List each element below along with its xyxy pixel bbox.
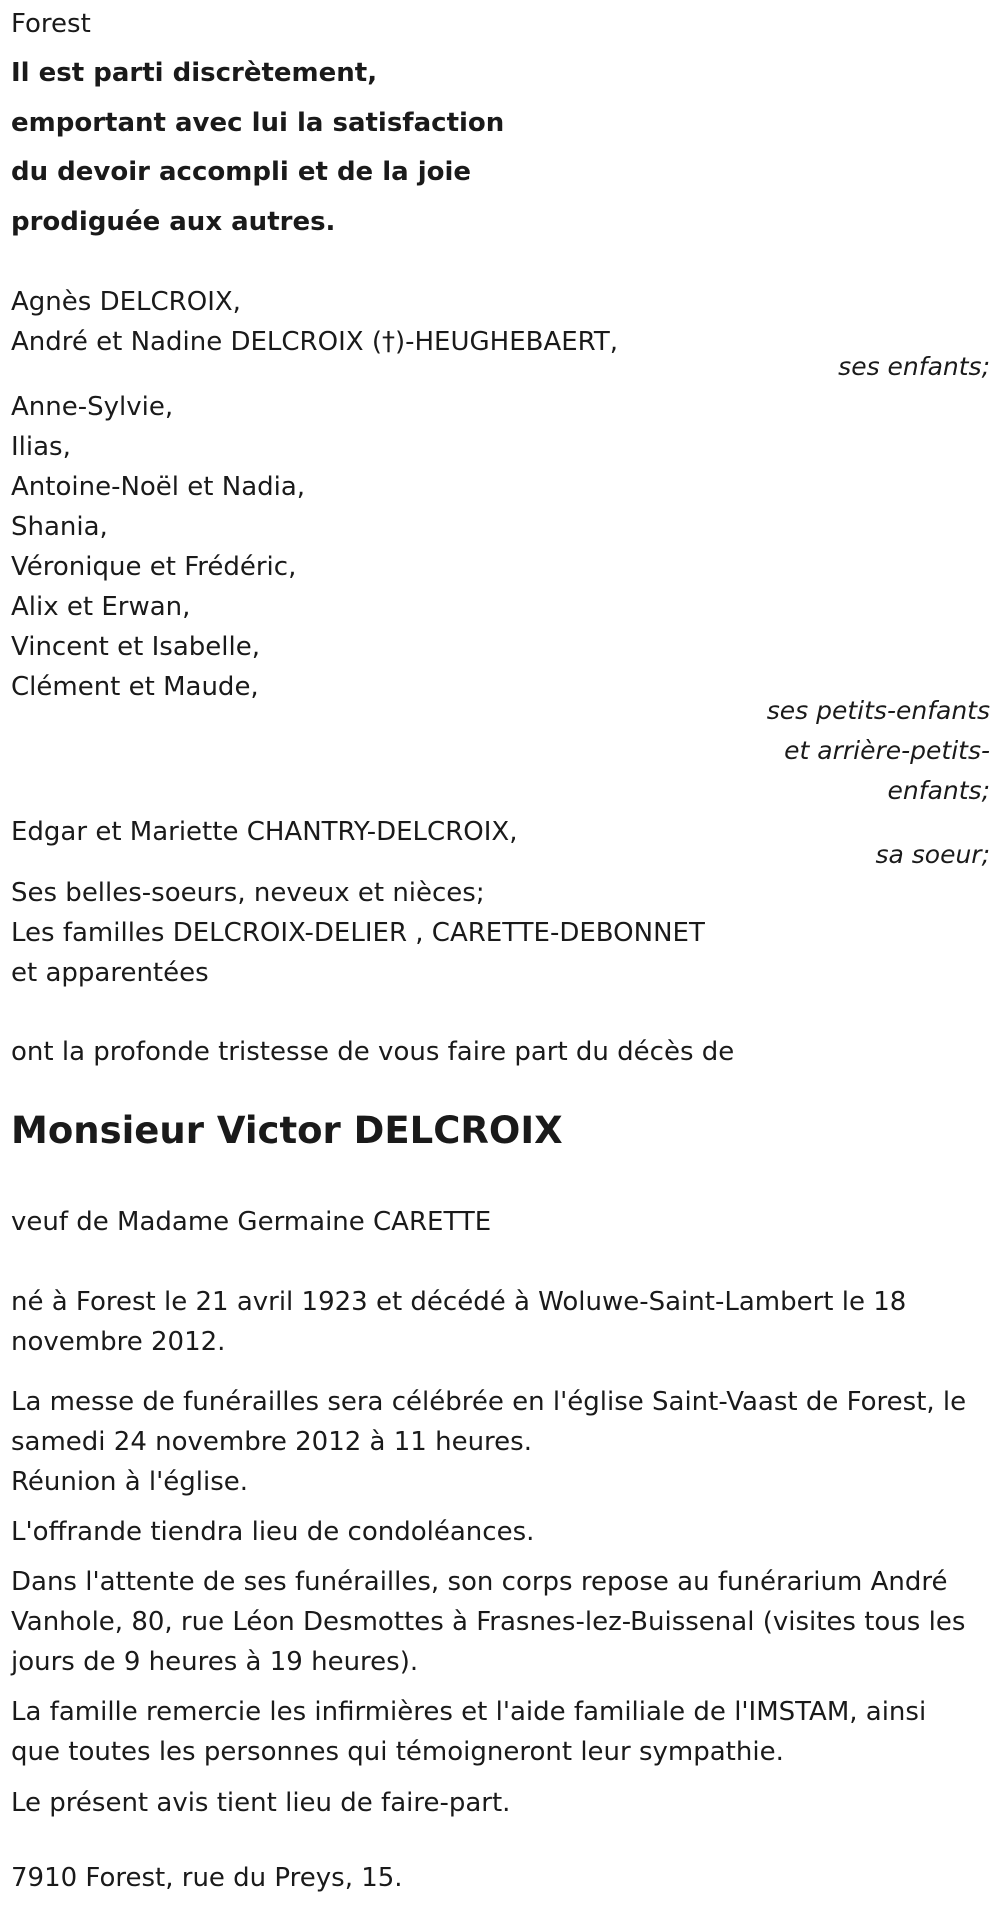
children-role: ses enfants; <box>838 352 990 381</box>
details-funeral-mass <box>11 1382 996 1462</box>
details-notice <box>11 1783 996 1823</box>
other-relatives-line-3: et apparentées <box>11 958 209 988</box>
child-name-2: André et Nadine DELCROIX (†)-HEUGHEBAERT, <box>11 327 618 357</box>
address: 7910 Forest, rue du Preys, 15. <box>11 1863 403 1893</box>
grandchild-name-2: Ilias, <box>11 432 71 462</box>
details-line: jours de 9 heures à 19 heures). <box>11 1647 419 1677</box>
grandchild-name-6: Alix et Erwan, <box>11 592 191 622</box>
grandchild-name-3: Antoine-Noël et Nadia, <box>11 472 306 502</box>
details-line: La famille remercie les infirmières et l'aide familiale de l'IMSTAM, ainsi <box>11 1697 927 1727</box>
details-line: Dans l'attente de ses funérailles, son corps repose au funérarium André <box>11 1567 948 1597</box>
details-line: Le présent avis tient lieu de faire-part. <box>11 1788 511 1818</box>
other-relatives-line-1: Ses belles-soeurs, neveux et nièces; <box>11 878 485 908</box>
grandchild-name-1: Anne-Sylvie, <box>11 392 174 422</box>
grandchild-name-8: Clément et Maude, <box>11 672 259 702</box>
sister-role: sa soeur; <box>875 840 990 869</box>
other-relatives-line-2: Les familles DELCROIX-DELIER , CARETTE-DEBONNET <box>11 918 705 948</box>
details-line: samedi 24 novembre 2012 à 11 heures. <box>11 1427 532 1457</box>
announcement-text: ont la profonde tristesse de vous faire part du décès de <box>11 1037 735 1067</box>
details-thanks <box>11 1692 996 1772</box>
widower-of: veuf de Madame Germaine CARETTE <box>11 1207 492 1237</box>
grandchild-name-7: Vincent et Isabelle, <box>11 632 260 662</box>
details-birth-death <box>11 1282 996 1362</box>
grandchild-name-5: Véronique et Frédéric, <box>11 552 297 582</box>
poem-line-2: emportant avec lui la satisfaction <box>11 108 505 138</box>
details-line: que toutes les personnes qui témoigneront leur sympathie. <box>11 1737 784 1767</box>
grandchildren-role-line-3: enfants; <box>887 776 990 805</box>
grandchild-name-4: Shania, <box>11 512 108 542</box>
details-funerarium <box>11 1562 996 1682</box>
details-line: La messe de funérailles sera célébrée en l'église Saint-Vaast de Forest, le <box>11 1387 967 1417</box>
poem-line-3: du devoir accompli et de la joie <box>11 157 472 187</box>
place-heading: Forest <box>11 9 91 39</box>
sister-name: Edgar et Mariette CHANTRY-DELCROIX, <box>11 817 518 847</box>
details-line: né à Forest le 21 avril 1923 et décédé à Woluwe-Saint-Lambert le 18 <box>11 1287 907 1317</box>
details-offering <box>11 1512 996 1552</box>
deceased-name: Monsieur Victor DELCROIX <box>11 1109 563 1152</box>
details-line: Vanhole, 80, rue Léon Desmottes à Frasnes-lez-Buissenal (visites tous les <box>11 1607 966 1637</box>
details-line: novembre 2012. <box>11 1327 226 1357</box>
child-name-1: Agnès DELCROIX, <box>11 287 241 317</box>
poem-line-4: prodiguée aux autres. <box>11 207 336 237</box>
details-line: L'offrande tiendra lieu de condoléances. <box>11 1517 535 1547</box>
poem-line-1: Il est parti discrètement, <box>11 58 378 88</box>
details-meeting <box>11 1462 996 1502</box>
grandchildren-role-line-2: et arrière-petits- <box>784 736 990 765</box>
details-line: Réunion à l'église. <box>11 1467 249 1497</box>
grandchildren-role-line-1: ses petits-enfants <box>766 696 990 725</box>
